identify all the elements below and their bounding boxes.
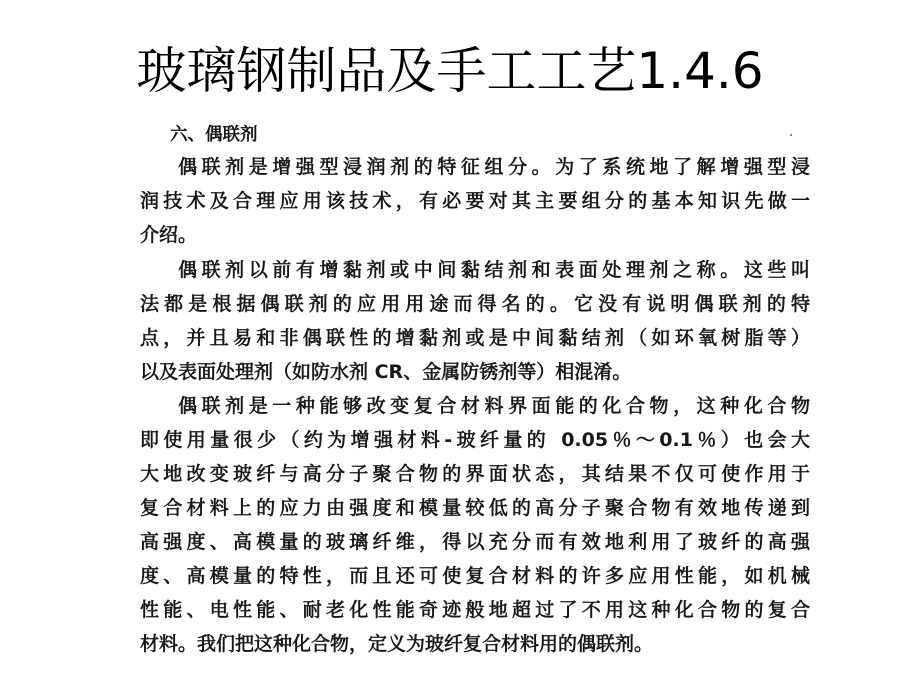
text-line: 点，并且易和非偶联性的增黏剂或是中间黏结剂（如环氧树脂等）: [140, 327, 810, 349]
text-line: 润技术及合理应用该技术，有必要对其主要组分的基本知识先做一: [140, 190, 810, 212]
text-line: 法都是根据偶联剂的应用用途而得名的。它没有说明偶联剂的特: [140, 293, 810, 315]
text-line: 性能、电性能、耐老化性能奇迹般地超过了不用这种化合物的复合: [140, 599, 810, 621]
scanned-document-image: [140, 122, 810, 660]
slide-title: 玻璃钢制品及手工工艺1.4.6: [136, 42, 764, 100]
text-line: 大地改变玻纤与高分子聚合物的界面状态，其结果不仅可使作用于: [140, 463, 810, 485]
text-line: 材料。我们把这种化合物，定义为玻纤复合材料用的偶联剂。: [140, 633, 654, 655]
text-line: 偶联剂是一种能够改变复合材料界面能的化合物，这种化合物: [178, 395, 810, 417]
text-line: 高强度、高模量的玻璃纤维，得以充分而有效地利用了玻纤的高强: [140, 531, 810, 553]
text-line: 即使用量很少（约为增强材料-玻纤量的 0.05％～0.1％）也会大: [140, 429, 810, 451]
text-line: 度、高模量的特性，而且还可使复合材料的许多应用性能，如机械: [140, 565, 810, 587]
section-heading: 六、偶联剂: [170, 125, 258, 145]
scan-speck: [790, 134, 792, 136]
text-line: 介绍。: [140, 224, 198, 246]
text-line: 以及表面处理剂（如防水剂 CR、金属防锈剂等）相混淆。: [140, 361, 632, 383]
text-line: 偶联剂是增强型浸润剂的特征组分。为了系统地了解增强型浸: [178, 156, 810, 178]
text-line: 偶联剂以前有增黏剂或中间黏结剂和表面处理剂之称。这些叫: [178, 259, 810, 281]
text-line: 复合材料上的应力由强度和模量较低的高分子聚合物有效地传递到: [140, 497, 810, 519]
